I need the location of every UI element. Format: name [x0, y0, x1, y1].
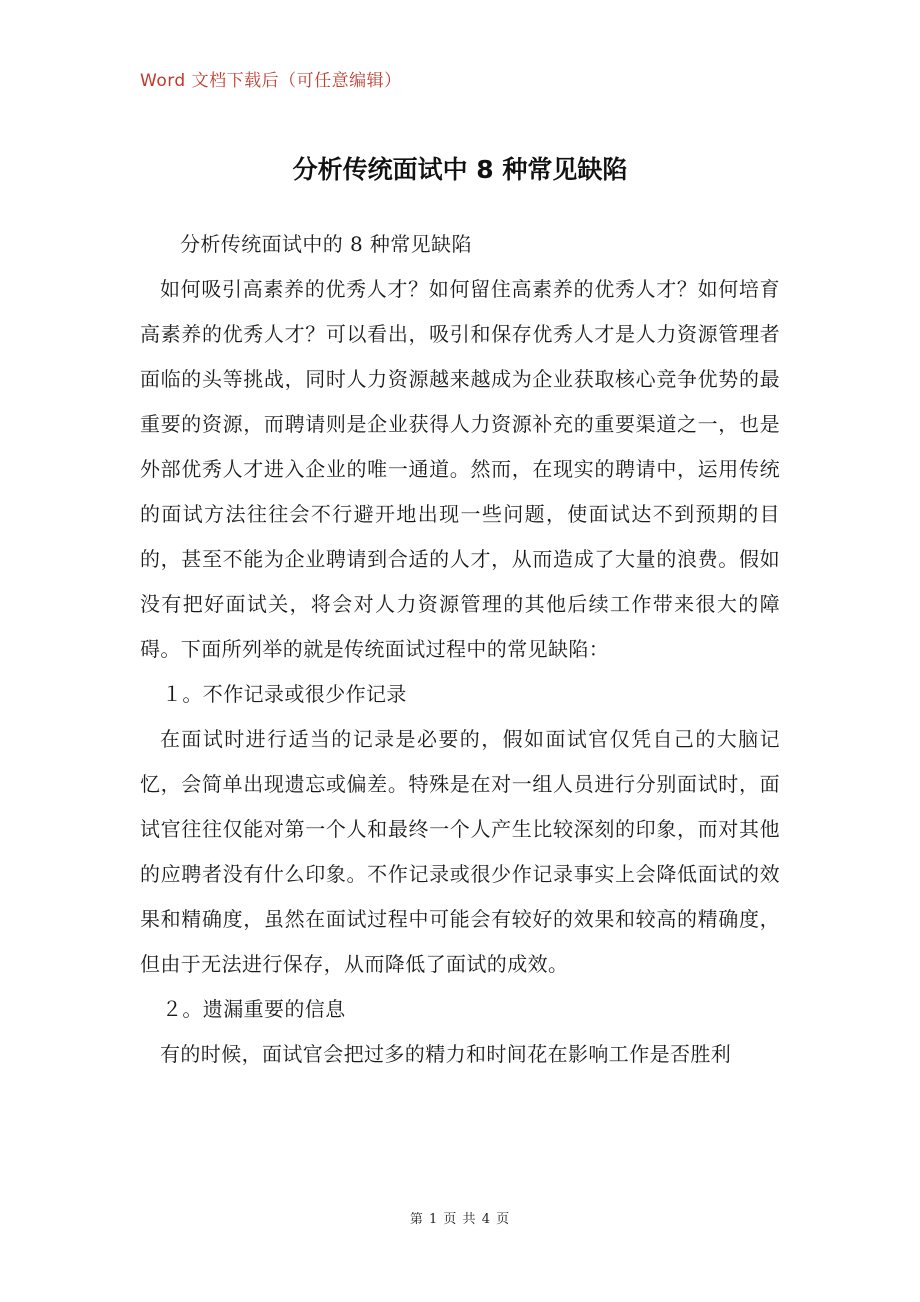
document-title: 分析传统面试中 8 种常见缺陷	[292, 155, 628, 184]
section-heading-1: １。不作记录或很少作记录	[162, 682, 407, 706]
document-body	[140, 222, 780, 1077]
section-heading-2: ２。遗漏重要的信息	[162, 997, 346, 1021]
intro-paragraph: 如何吸引高素养的优秀人才？如何留住高素养的优秀人才？如何培育高素养的优秀人才？可以看出，吸引和保存优秀人才是人力资源管理者面临的头等挑战，同时人力资源越来越成为企业获取核心竞争优势的最重要的资源，而聘请则是企业获得人力资源补充的重要渠道之一，也是外部优秀人才进入企业的唯一通道。然而，在现实的聘请中，运用传统的面试方法往往会不行避开地出现一些问题，使面试达不到预期的目的，甚至不能为企业聘请到合适的人才，从而造成了大量的浪费。假如没有把好面试关，将会对人力资源管理的其他后续工作带来很大的障碍。下面所列举的就是传统面试过程中的常见缺陷：	[140, 277, 780, 661]
section-paragraph-2: 有的时候，面试官会把过多的精力和时间花在影响工作是否胜利	[160, 1042, 732, 1066]
header-note: Word 文档下载后（可任意编辑）	[140, 71, 402, 91]
section-paragraph-1: 在面试时进行适当的记录是必要的，假如面试官仅凭自己的大脑记忆，会简单出现遗忘或偏差。特殊是在对一组人员进行分别面试时，面试官往往仅能对第一个人和最终一个人产生比较深刻的印象，而对其他的应聘者没有什么印象。不作记录或很少作记录事实上会降低面试的效果和精确度，虽然在面试过程中可能会有较好的效果和较高的精确度，但由于无法进行保存，从而降低了面试的成效。	[140, 727, 780, 976]
document-subtitle: 分析传统面试中的 8 种常见缺陷	[180, 232, 472, 256]
page-footer: 第 1 页 共 4 页	[409, 1212, 511, 1227]
